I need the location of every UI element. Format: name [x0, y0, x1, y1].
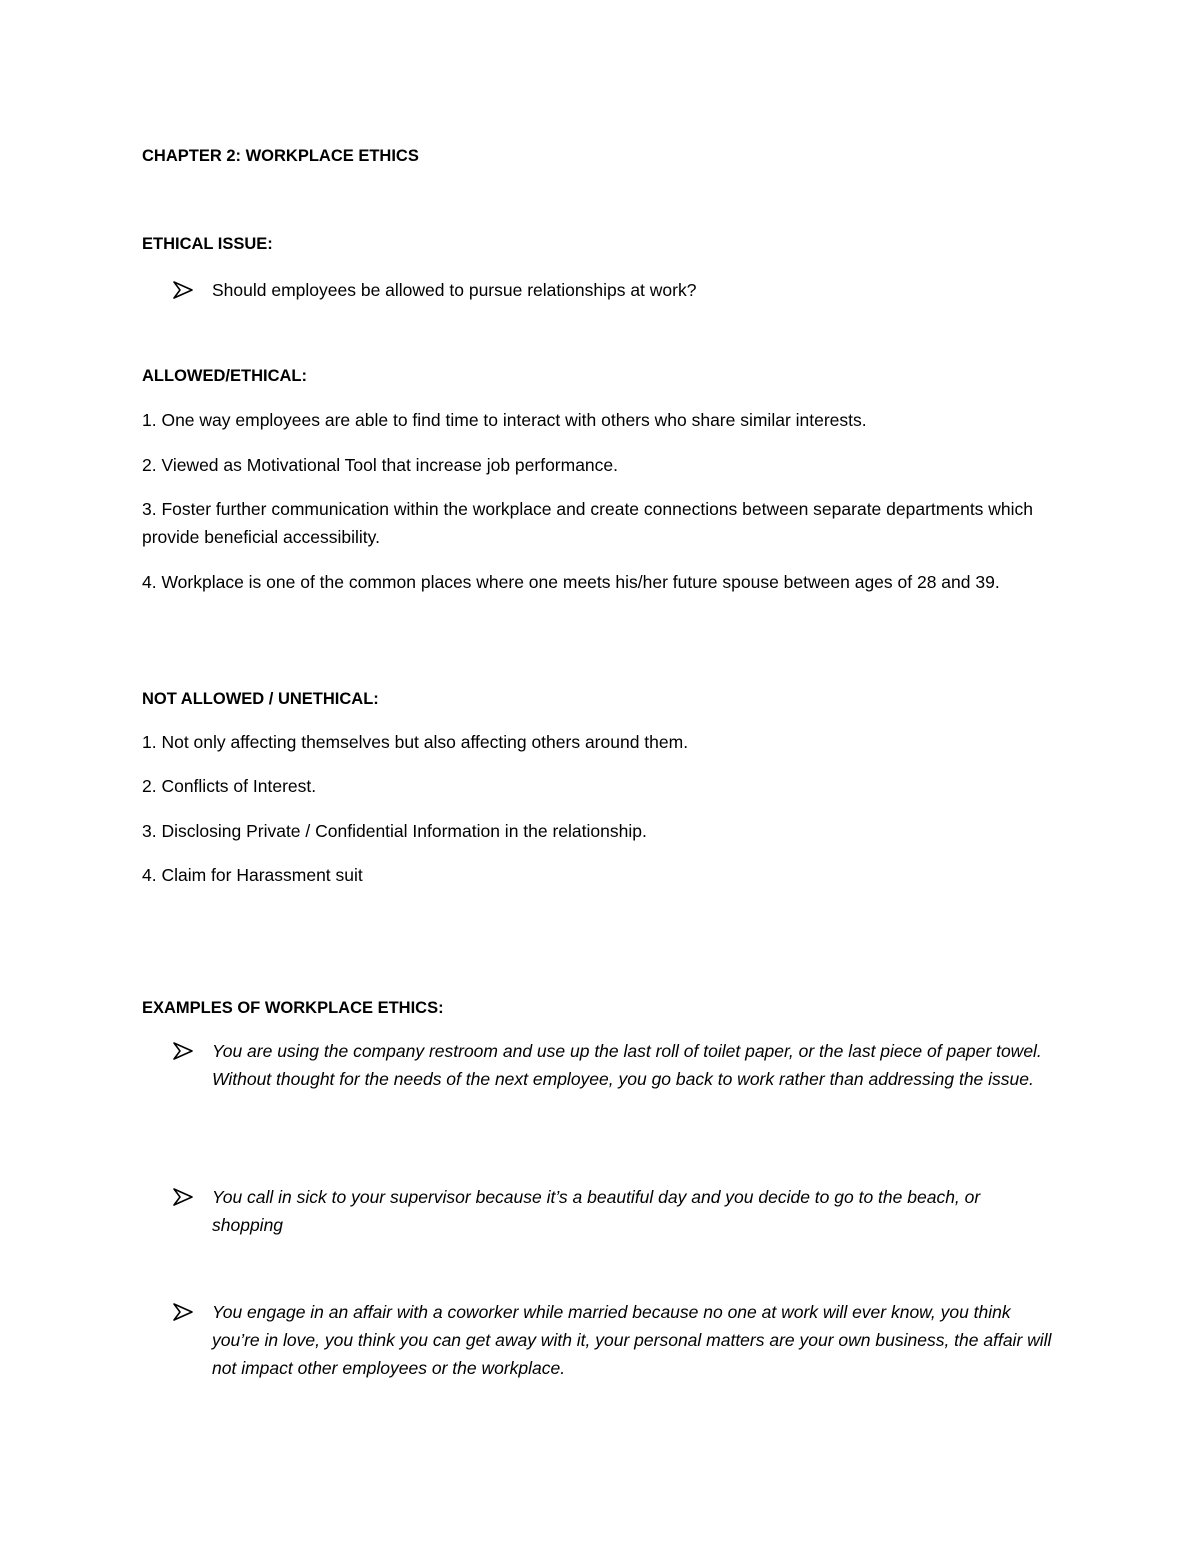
example-text: You call in sick to your supervisor because it’s a beautiful day and you decide to go to the beach, or shopping: [212, 1187, 981, 1235]
allowed-item: 2. Viewed as Motivational Tool that increase job performance.: [142, 455, 619, 475]
example-text: You are using the company restroom and use up the last roll of toilet paper, or the last piece of paper towel. Without thought for the needs of the next employee, you go back to work rather than addressing the issue.: [212, 1041, 1042, 1089]
not-allowed-item: 4. Claim for Harassment suit: [142, 865, 363, 885]
allowed-item: 3. Foster further communication within the workplace and create connections between separate departments which provide beneficial accessibility.: [142, 499, 1034, 547]
arrowhead-bullet-icon: [172, 1183, 196, 1211]
arrowhead-bullet-icon: [172, 276, 196, 304]
allowed-item: 4. Workplace is one of the common places where one meets his/her future spouse between ages of 28 and 39.: [142, 572, 1000, 592]
ethical-issue-text: Should employees be allowed to pursue relationships at work?: [212, 280, 697, 300]
examples-heading: EXAMPLES OF WORKPLACE ETHICS:: [142, 999, 444, 1017]
ethical-issue-heading: ETHICAL ISSUE:: [142, 235, 273, 253]
not-allowed-item: 2. Conflicts of Interest.: [142, 776, 317, 796]
chapter-title: CHAPTER 2: WORKPLACE ETHICS: [142, 147, 419, 165]
example-text: You engage in an affair with a coworker while married because no one at work will ever know, you think you’re in love, you think you can get away with it, your personal matters are your own business, the affair will not impact other employees or the workplace.: [212, 1302, 1052, 1378]
not-allowed-heading: NOT ALLOWED / UNETHICAL:: [142, 690, 379, 708]
arrowhead-bullet-icon: [172, 1037, 196, 1065]
not-allowed-item: 1. Not only affecting themselves but also affecting others around them.: [142, 732, 689, 752]
not-allowed-item: 3. Disclosing Private / Confidential Information in the relationship.: [142, 821, 647, 841]
allowed-item: 1. One way employees are able to find time to interact with others who share similar interests.: [142, 410, 867, 430]
allowed-heading: ALLOWED/ETHICAL:: [142, 367, 307, 385]
arrowhead-bullet-icon: [172, 1298, 196, 1326]
